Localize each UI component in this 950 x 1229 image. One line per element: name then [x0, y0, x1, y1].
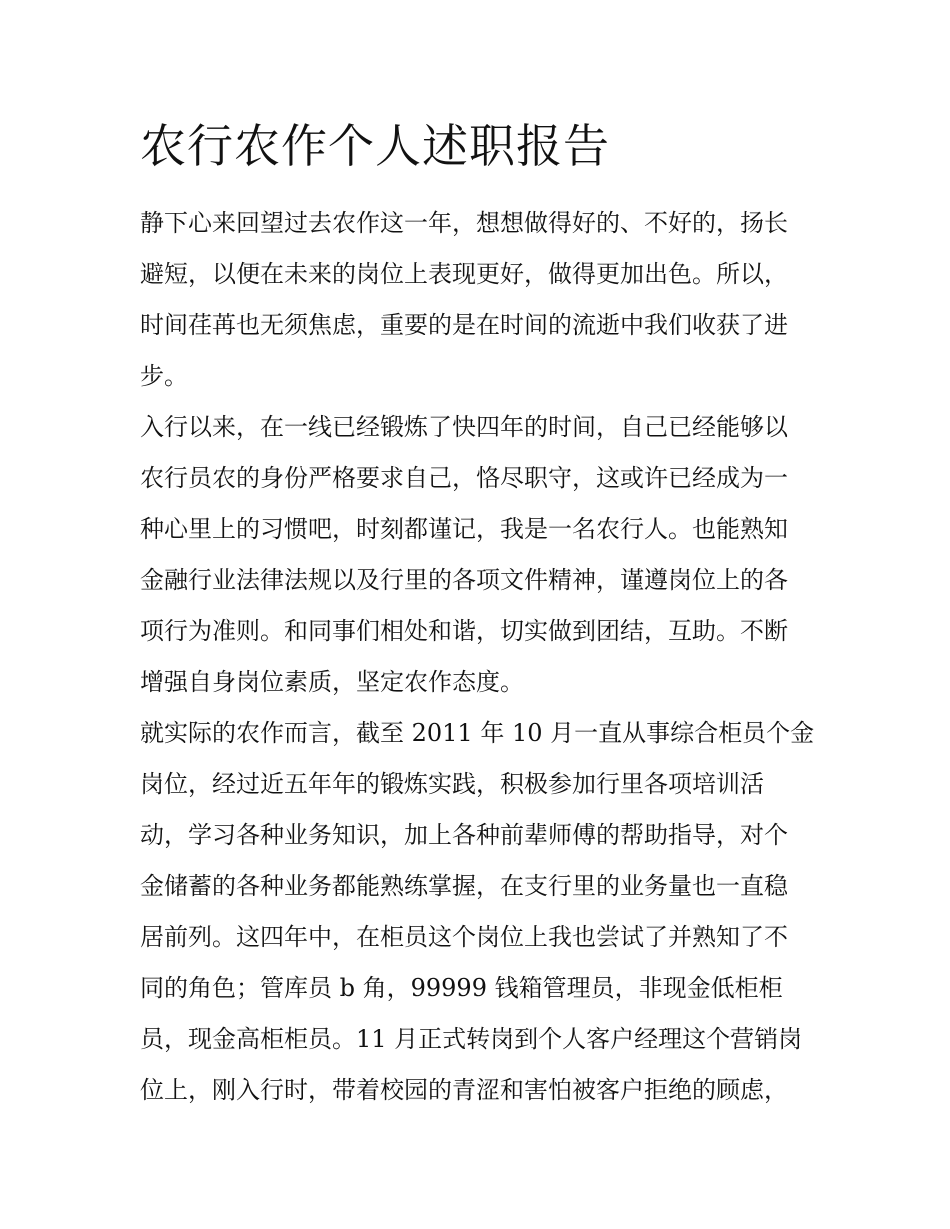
text-line: 金融行业法律法规以及行里的各项文件精神，谨遵岗位上的各: [140, 566, 788, 594]
text-line: 步。: [140, 362, 188, 390]
text-line: 时间荏苒也无须焦虑，重要的是在时间的流逝中我们收获了进: [140, 311, 788, 339]
document-body: [140, 198, 820, 1116]
text-line: 就实际的农作而言，截至 2011 年 10 月一直从事综合柜员个金: [140, 719, 815, 747]
text-line: 避短，以便在未来的岗位上表现更好，做得更加出色。所以，: [140, 260, 788, 288]
text-line: 同的角色；管库员 b 角，99999 钱箱管理员，非现金低柜柜: [140, 974, 783, 1002]
paragraph: [140, 198, 820, 402]
text-line: 种心里上的习惯吧，时刻都谨记，我是一名农行人。也能熟知: [140, 515, 788, 543]
text-line: 居前列。这四年中，在柜员这个岗位上我也尝试了并熟知了不: [140, 923, 788, 951]
text-line: 项行为准则。和同事们相处和谐，切实做到团结，互助。不断: [140, 617, 788, 645]
text-line: 位上，刚入行时，带着校园的青涩和害怕被客户拒绝的顾虑，: [140, 1076, 788, 1104]
text-line: 动，学习各种业务知识，加上各种前辈师傅的帮助指导，对个: [140, 821, 788, 849]
text-line: 静下心来回望过去农作这一年，想想做得好的、不好的，扬长: [140, 209, 788, 237]
paragraph: [140, 708, 820, 1116]
text-line: 入行以来，在一线已经锻炼了快四年的时间，自己已经能够以: [140, 413, 788, 441]
text-line: 员，现金高柜柜员。11 月正式转岗到个人客户经理这个营销岗: [140, 1025, 803, 1053]
text-line: 金储蓄的各种业务都能熟练掌握，在支行里的业务量也一直稳: [140, 872, 788, 900]
paragraph: [140, 402, 820, 708]
text-line: 岗位，经过近五年年的锻炼实践，积极参加行里各项培训活: [140, 770, 764, 798]
document-title: 农行农作个人述职报告: [140, 119, 610, 173]
text-line: 农行员农的身份严格要求自己，恪尽职守，这或许已经成为一: [140, 464, 788, 492]
text-line: 增强自身岗位素质，坚定农作态度。: [140, 668, 524, 696]
